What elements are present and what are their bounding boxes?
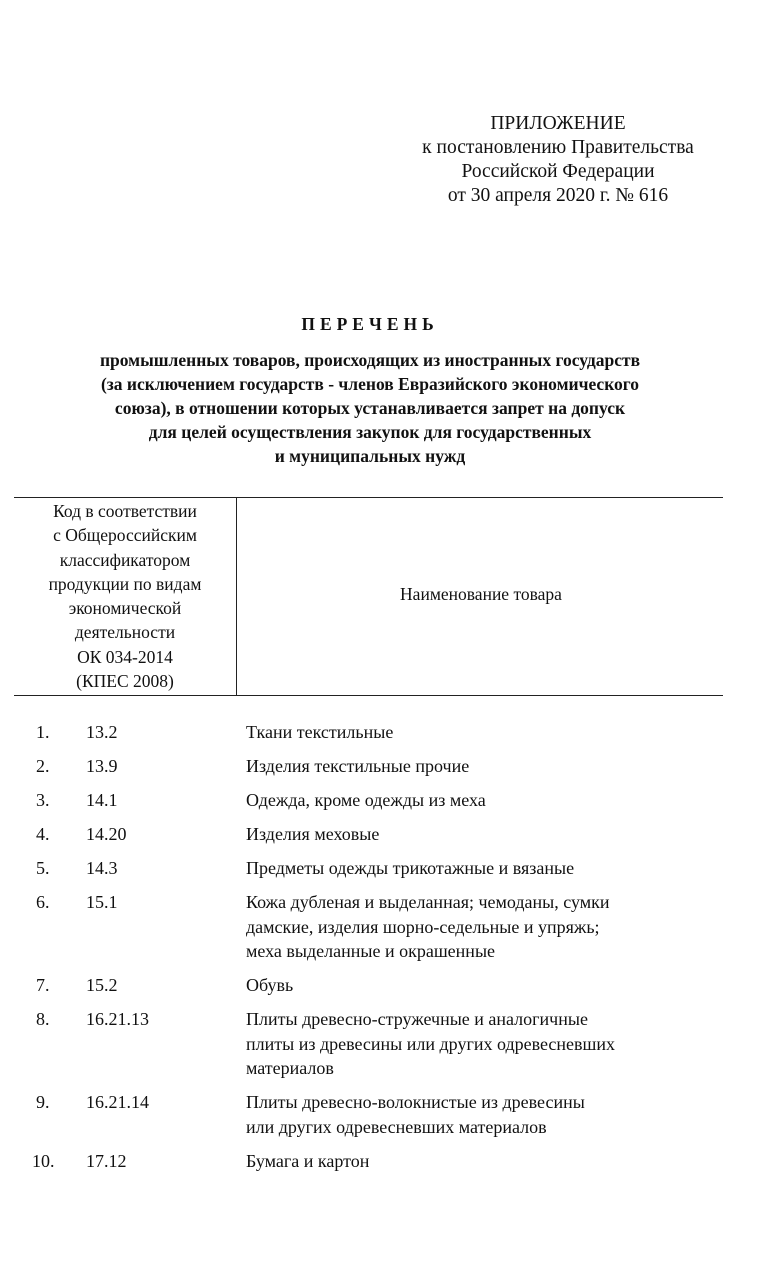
row-number: 3. <box>36 790 50 810</box>
row-number: 4. <box>36 824 50 844</box>
header-name-column: Наименование товара <box>400 584 562 604</box>
row-name <box>246 720 716 745</box>
row-name <box>246 890 716 964</box>
document-title: ПЕРЕЧЕНЬ <box>301 314 439 334</box>
row-name-line: Изделия текстильные прочие <box>246 756 470 776</box>
table-row <box>0 856 761 881</box>
header-code-column <box>14 498 237 695</box>
header-code-line: деятельности <box>74 622 176 643</box>
row-code: 13.2 <box>86 722 118 742</box>
row-name <box>246 856 716 881</box>
subtitle-line: промышленных товаров, происходящих из иностранных государств <box>99 350 641 370</box>
row-name-line: Плиты древесно-волокнистые из древесины <box>246 1092 585 1112</box>
table-row <box>0 973 761 998</box>
row-name-line: или других одревесневших материалов <box>246 1116 547 1137</box>
subtitle-line: (за исключением государств - членов Евразийского экономического <box>100 374 640 394</box>
row-number: 8. <box>36 1009 50 1029</box>
row-number: 5. <box>36 858 50 878</box>
subtitle-line: союза), в отношении которых устанавливается запрет на допуск <box>114 398 626 418</box>
table-row <box>0 1090 761 1139</box>
row-name-line: Обувь <box>246 975 294 995</box>
row-name-line: дамские, изделия шорно-седельные и упряжь; <box>246 916 600 937</box>
table-header <box>14 497 723 696</box>
row-code: 14.20 <box>86 824 127 844</box>
row-code: 15.2 <box>86 975 118 995</box>
row-name <box>246 788 716 813</box>
subtitle-line: и муниципальных нужд <box>274 446 466 466</box>
row-number: 6. <box>36 892 50 912</box>
row-code: 17.12 <box>86 1150 127 1171</box>
row-name <box>246 822 716 847</box>
row-name-line: меха выделанные и окрашенные <box>246 941 496 961</box>
appendix-block <box>400 112 716 208</box>
row-name <box>246 1007 716 1081</box>
row-code: 15.1 <box>86 892 118 912</box>
table-row <box>0 1007 761 1081</box>
row-name-line: Изделия меховые <box>246 824 380 844</box>
table-row <box>0 788 761 813</box>
header-code-line: Код в соответствии <box>53 501 197 521</box>
row-name-line: Одежда, кроме одежды из меха <box>246 790 486 810</box>
header-code-line: экономической <box>68 598 182 619</box>
header-code-line: с Общероссийским <box>53 525 197 546</box>
subtitle-line: для целей осуществления закупок для государственных <box>148 422 592 442</box>
table-row <box>0 754 761 779</box>
row-code: 16.21.14 <box>86 1092 149 1112</box>
appendix-line-1: к постановлению Правительства <box>422 137 694 158</box>
table-row <box>0 890 761 964</box>
row-number: 7. <box>36 975 50 995</box>
row-name-line: Ткани текстильные <box>246 722 394 742</box>
table-row <box>0 1149 761 1174</box>
header-code-line: ОК 034-2014 <box>77 646 173 667</box>
row-name-line: Бумага и картон <box>246 1150 370 1171</box>
row-name-line: Кожа дубленая и выделанная; чемоданы, сумки <box>246 892 610 912</box>
row-code: 16.21.13 <box>86 1009 149 1029</box>
row-name-line: Плиты древесно-стружечные и аналогичные <box>246 1009 588 1029</box>
appendix-line-2: Российской Федерации <box>461 161 655 182</box>
row-number: 2. <box>36 756 50 776</box>
row-number: 9. <box>36 1092 50 1112</box>
header-code-line: классификатором <box>59 549 191 570</box>
header-code-line: продукции по видам <box>48 573 202 594</box>
appendix-line-3: от 30 апреля 2020 г. № 616 <box>447 185 669 206</box>
row-code: 14.1 <box>86 790 118 810</box>
row-name-line: плиты из древесины или других одревесневших <box>246 1033 616 1054</box>
row-code: 13.9 <box>86 756 118 776</box>
row-name <box>246 973 716 998</box>
row-number: 10. <box>32 1150 55 1171</box>
header-code-line: (КПЕС 2008) <box>76 671 174 692</box>
row-name <box>246 754 716 779</box>
row-name-line: материалов <box>246 1058 334 1078</box>
row-name-line: Предметы одежды трикотажные и вязаные <box>246 858 575 878</box>
table-row <box>0 822 761 847</box>
table-row <box>0 720 761 745</box>
row-name <box>246 1090 716 1139</box>
table-body <box>0 720 761 1183</box>
row-code: 14.3 <box>86 858 118 878</box>
document-subtitle <box>20 348 720 468</box>
appendix-title: ПРИЛОЖЕНИЕ <box>490 113 626 134</box>
row-name <box>246 1149 716 1174</box>
row-number: 1. <box>36 722 50 742</box>
